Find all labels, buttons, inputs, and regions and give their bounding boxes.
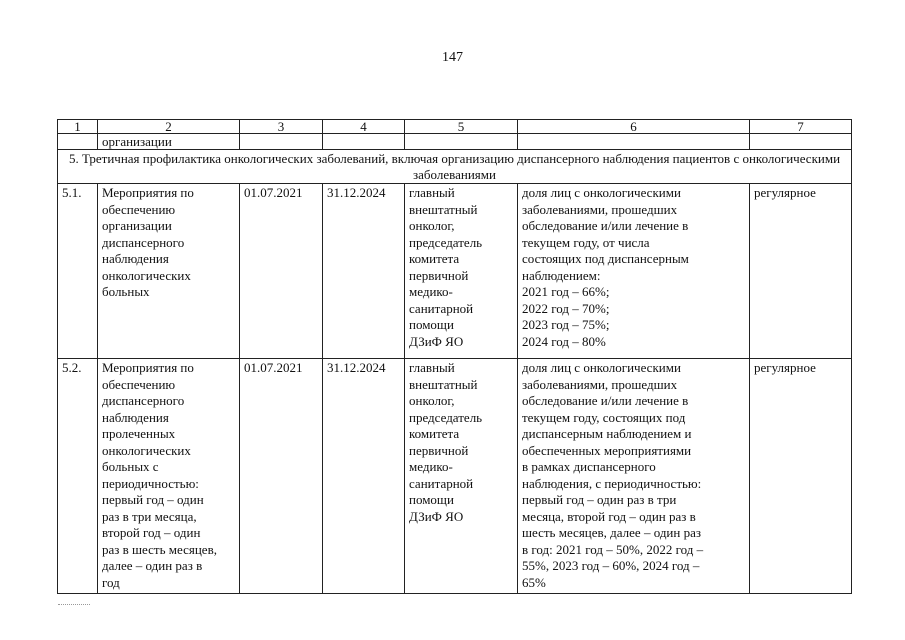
header-col-5: 5	[405, 120, 518, 134]
responsible-party: главный внештатный онколог, председатель комитета первичной медико- санитарной помощи ДЗиФ ЯО	[405, 359, 518, 594]
row-number: 5.2.	[58, 359, 98, 594]
continuation-cell-7	[750, 134, 852, 150]
page-number: 147	[442, 50, 463, 65]
end-date: 31.12.2024	[323, 184, 405, 359]
periodicity: регулярное	[750, 359, 852, 594]
start-date: 01.07.2021	[240, 359, 323, 594]
header-col-3: 3	[240, 120, 323, 134]
periodicity: регулярное	[750, 184, 852, 359]
target-indicator: доля лиц с онкологическими заболеваниями, прошедших обследование и/или лечение в текущем году, от числа состоящих под диспансерным наблюдением: 2021 год – 66%; 2022 год – 70%; 2023 год – 75%; 2024 год – 80%	[518, 184, 750, 359]
continuation-cell-1	[58, 134, 98, 150]
measure-description: Мероприятия по обеспечению организации диспансерного наблюдения онкологических больных	[98, 184, 240, 359]
table-row	[58, 184, 852, 359]
header-col-6: 6	[518, 120, 750, 134]
continuation-text: организации	[98, 134, 240, 150]
header-col-4: 4	[323, 120, 405, 134]
measure-description: Мероприятия по обеспечению диспансерного наблюдения пролеченных онкологических больных с периодичностью: первый год – один раз в три месяца, второй год – один раз в шесть месяцев, далее – один раз в год	[98, 359, 240, 594]
continuation-cell-5	[405, 134, 518, 150]
measures-table	[57, 119, 852, 594]
continuation-cell-6	[518, 134, 750, 150]
header-row	[58, 120, 852, 134]
responsible-party: главный внештатный онколог, председатель комитета первичной медико- санитарной помощи ДЗиФ ЯО	[405, 184, 518, 359]
header-col-2: 2	[98, 120, 240, 134]
continuation-cell-3	[240, 134, 323, 150]
row-number: 5.1.	[58, 184, 98, 359]
section-heading-row	[58, 150, 852, 184]
continuation-row	[58, 134, 852, 150]
section-title: 5. Третичная профилактика онкологических заболеваний, включая организацию диспансерного наблюдения пациентов с онкологическими заболеваниями	[58, 150, 852, 184]
table-row	[58, 359, 852, 594]
start-date: 01.07.2021	[240, 184, 323, 359]
header-col-7: 7	[750, 120, 852, 134]
target-indicator: доля лиц с онкологическими заболеваниями, прошедших обследование и/или лечение в текущем году, состоящих под диспансерным наблюдением и обеспеченных мероприятиями в рамках диспансерного наблюдения, с периодичностью: первый год – один раз в три месяца, второй год – один раз в шесть месяцев, далее – один раз в год: 2021 год – 50%, 2022 год – 55%, 2023 год – 60%, 2024 год – 65%	[518, 359, 750, 594]
header-col-1: 1	[58, 120, 98, 134]
end-date: 31.12.2024	[323, 359, 405, 594]
scan-artifact-line	[58, 604, 90, 605]
continuation-cell-4	[323, 134, 405, 150]
